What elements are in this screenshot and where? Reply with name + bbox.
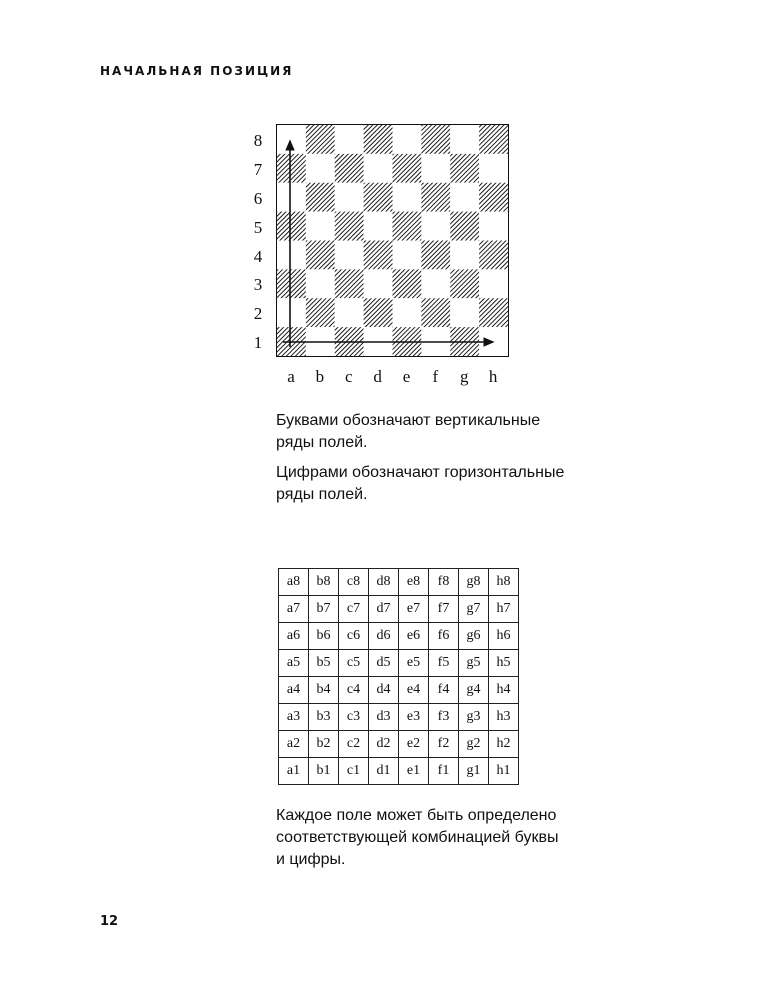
files-caption: Буквами обозначают вертикальные ряды полей. xyxy=(276,412,541,451)
square-b2 xyxy=(306,298,335,327)
square-c4 xyxy=(335,241,364,270)
square-cell-c1: c1 xyxy=(339,758,369,785)
square-f5 xyxy=(421,212,450,241)
page-number: 12 xyxy=(100,914,119,929)
square-cell-h4: h4 xyxy=(489,677,519,704)
ranks-caption: Цифрами обозначают горизонтальные ряды полей. xyxy=(276,464,565,503)
square-cell-h2: h2 xyxy=(489,731,519,758)
square-cell-f7: f7 xyxy=(429,596,459,623)
square-cell-d3: d3 xyxy=(369,704,399,731)
square-e2 xyxy=(393,298,422,327)
square-cell-b4: b4 xyxy=(309,677,339,704)
file-label-f: f xyxy=(432,367,439,386)
file-label-b: b xyxy=(315,367,325,386)
table-row xyxy=(279,758,519,785)
square-cell-c2: c2 xyxy=(339,731,369,758)
square-cell-f2: f2 xyxy=(429,731,459,758)
square-a4 xyxy=(277,241,306,270)
square-f4 xyxy=(421,241,450,270)
square-cell-g6: g6 xyxy=(459,623,489,650)
square-h4 xyxy=(479,241,508,270)
square-cell-h6: h6 xyxy=(489,623,519,650)
square-cell-a8: a8 xyxy=(279,569,309,596)
square-cell-e3: e3 xyxy=(399,704,429,731)
square-cell-d2: d2 xyxy=(369,731,399,758)
square-cell-e2: e2 xyxy=(399,731,429,758)
page-header: НАЧАЛЬНАЯ ПОЗИЦИЯ xyxy=(100,64,294,78)
square-d4 xyxy=(364,241,393,270)
square-cell-h3: h3 xyxy=(489,704,519,731)
square-h6 xyxy=(479,183,508,212)
square-e7 xyxy=(393,154,422,183)
square-cell-e1: e1 xyxy=(399,758,429,785)
square-a5 xyxy=(277,212,306,241)
square-g2 xyxy=(450,298,479,327)
square-c3 xyxy=(335,269,364,298)
square-cell-b6: b6 xyxy=(309,623,339,650)
square-h3 xyxy=(479,269,508,298)
square-cell-e4: e4 xyxy=(399,677,429,704)
table-row xyxy=(279,677,519,704)
square-e3 xyxy=(393,269,422,298)
file-label-a: a xyxy=(287,367,295,386)
square-cell-g5: g5 xyxy=(459,650,489,677)
file-label-c: c xyxy=(344,367,353,386)
square-g8 xyxy=(450,125,479,154)
square-cell-d5: d5 xyxy=(369,650,399,677)
square-e4 xyxy=(393,241,422,270)
board-squares xyxy=(277,125,508,356)
file-label-h: h xyxy=(488,367,498,386)
square-c7 xyxy=(335,154,364,183)
square-cell-a1: a1 xyxy=(279,758,309,785)
square-a2 xyxy=(277,298,306,327)
rank-label-2: 2 xyxy=(253,304,263,324)
square-cell-f4: f4 xyxy=(429,677,459,704)
square-cell-b8: b8 xyxy=(309,569,339,596)
square-a3 xyxy=(277,269,306,298)
square-cell-a7: a7 xyxy=(279,596,309,623)
square-cell-e8: e8 xyxy=(399,569,429,596)
square-g4 xyxy=(450,241,479,270)
square-cell-c7: c7 xyxy=(339,596,369,623)
rank-label-8: 8 xyxy=(253,131,263,150)
square-e8 xyxy=(393,125,422,154)
square-cell-b7: b7 xyxy=(309,596,339,623)
square-c5 xyxy=(335,212,364,241)
square-cell-f5: f5 xyxy=(429,650,459,677)
square-b8 xyxy=(306,125,335,154)
square-cell-d8: d8 xyxy=(369,569,399,596)
square-cell-a2: a2 xyxy=(279,731,309,758)
square-f7 xyxy=(421,154,450,183)
square-cell-g4: g4 xyxy=(459,677,489,704)
square-cell-c5: c5 xyxy=(339,650,369,677)
square-d6 xyxy=(364,183,393,212)
square-a6 xyxy=(277,183,306,212)
rank-label-5: 5 xyxy=(253,217,263,237)
square-cell-b1: b1 xyxy=(309,758,339,785)
chessboard xyxy=(276,124,509,357)
file-label-g: g xyxy=(460,367,469,386)
square-cell-g7: g7 xyxy=(459,596,489,623)
square-cell-h5: h5 xyxy=(489,650,519,677)
square-cell-g3: g3 xyxy=(459,704,489,731)
square-cell-a4: a4 xyxy=(279,677,309,704)
square-cell-d1: d1 xyxy=(369,758,399,785)
square-cell-a3: a3 xyxy=(279,704,309,731)
square-e5 xyxy=(393,212,422,241)
square-d5 xyxy=(364,212,393,241)
square-cell-e7: e7 xyxy=(399,596,429,623)
squares-caption: Каждое поле может быть определено соответствующей комбинацией буквы и цифры. xyxy=(276,807,559,868)
rank-label-3: 3 xyxy=(253,275,263,295)
square-cell-f1: f1 xyxy=(429,758,459,785)
square-cell-g8: g8 xyxy=(459,569,489,596)
rank-label-7: 7 xyxy=(253,159,263,179)
square-cell-f8: f8 xyxy=(429,569,459,596)
table-row xyxy=(279,704,519,731)
square-b5 xyxy=(306,212,335,241)
square-g7 xyxy=(450,154,479,183)
square-cell-g1: g1 xyxy=(459,758,489,785)
square-cell-e6: e6 xyxy=(399,623,429,650)
square-b6 xyxy=(306,183,335,212)
square-c2 xyxy=(335,298,364,327)
table-row xyxy=(279,731,519,758)
square-d8 xyxy=(364,125,393,154)
square-f8 xyxy=(421,125,450,154)
square-g5 xyxy=(450,212,479,241)
square-f6 xyxy=(421,183,450,212)
square-cell-a5: a5 xyxy=(279,650,309,677)
square-a8 xyxy=(277,125,306,154)
square-cell-h8: h8 xyxy=(489,569,519,596)
square-cell-b3: b3 xyxy=(309,704,339,731)
square-h8 xyxy=(479,125,508,154)
square-h7 xyxy=(479,154,508,183)
chessboard-svg xyxy=(277,125,508,356)
square-b7 xyxy=(306,154,335,183)
table-row xyxy=(279,569,519,596)
square-e6 xyxy=(393,183,422,212)
rank-label-4: 4 xyxy=(253,246,263,266)
square-c8 xyxy=(335,125,364,154)
square-b3 xyxy=(306,269,335,298)
square-cell-f3: f3 xyxy=(429,704,459,731)
square-cell-d4: d4 xyxy=(369,677,399,704)
square-cell-h1: h1 xyxy=(489,758,519,785)
square-cell-c3: c3 xyxy=(339,704,369,731)
square-cell-c4: c4 xyxy=(339,677,369,704)
square-c6 xyxy=(335,183,364,212)
square-g3 xyxy=(450,269,479,298)
square-cell-h7: h7 xyxy=(489,596,519,623)
square-d2 xyxy=(364,298,393,327)
file-label-d: d xyxy=(373,367,382,386)
square-h5 xyxy=(479,212,508,241)
square-cell-g2: g2 xyxy=(459,731,489,758)
square-cell-c8: c8 xyxy=(339,569,369,596)
square-a7 xyxy=(277,154,306,183)
square-coordinates-table xyxy=(278,568,519,785)
table-row xyxy=(279,596,519,623)
square-cell-a6: a6 xyxy=(279,623,309,650)
rank-label-1: 1 xyxy=(253,333,263,353)
square-d7 xyxy=(364,154,393,183)
table-row xyxy=(279,650,519,677)
square-h2 xyxy=(479,298,508,327)
square-d3 xyxy=(364,269,393,298)
square-cell-d7: d7 xyxy=(369,596,399,623)
square-cell-e5: e5 xyxy=(399,650,429,677)
square-cell-c6: c6 xyxy=(339,623,369,650)
table-row xyxy=(279,623,519,650)
square-g6 xyxy=(450,183,479,212)
square-cell-d6: d6 xyxy=(369,623,399,650)
square-cell-b5: b5 xyxy=(309,650,339,677)
square-cell-f6: f6 xyxy=(429,623,459,650)
square-f2 xyxy=(421,298,450,327)
square-cell-b2: b2 xyxy=(309,731,339,758)
file-label-e: e xyxy=(402,367,411,386)
rank-label-6: 6 xyxy=(253,188,263,208)
square-f3 xyxy=(421,269,450,298)
square-b4 xyxy=(306,241,335,270)
